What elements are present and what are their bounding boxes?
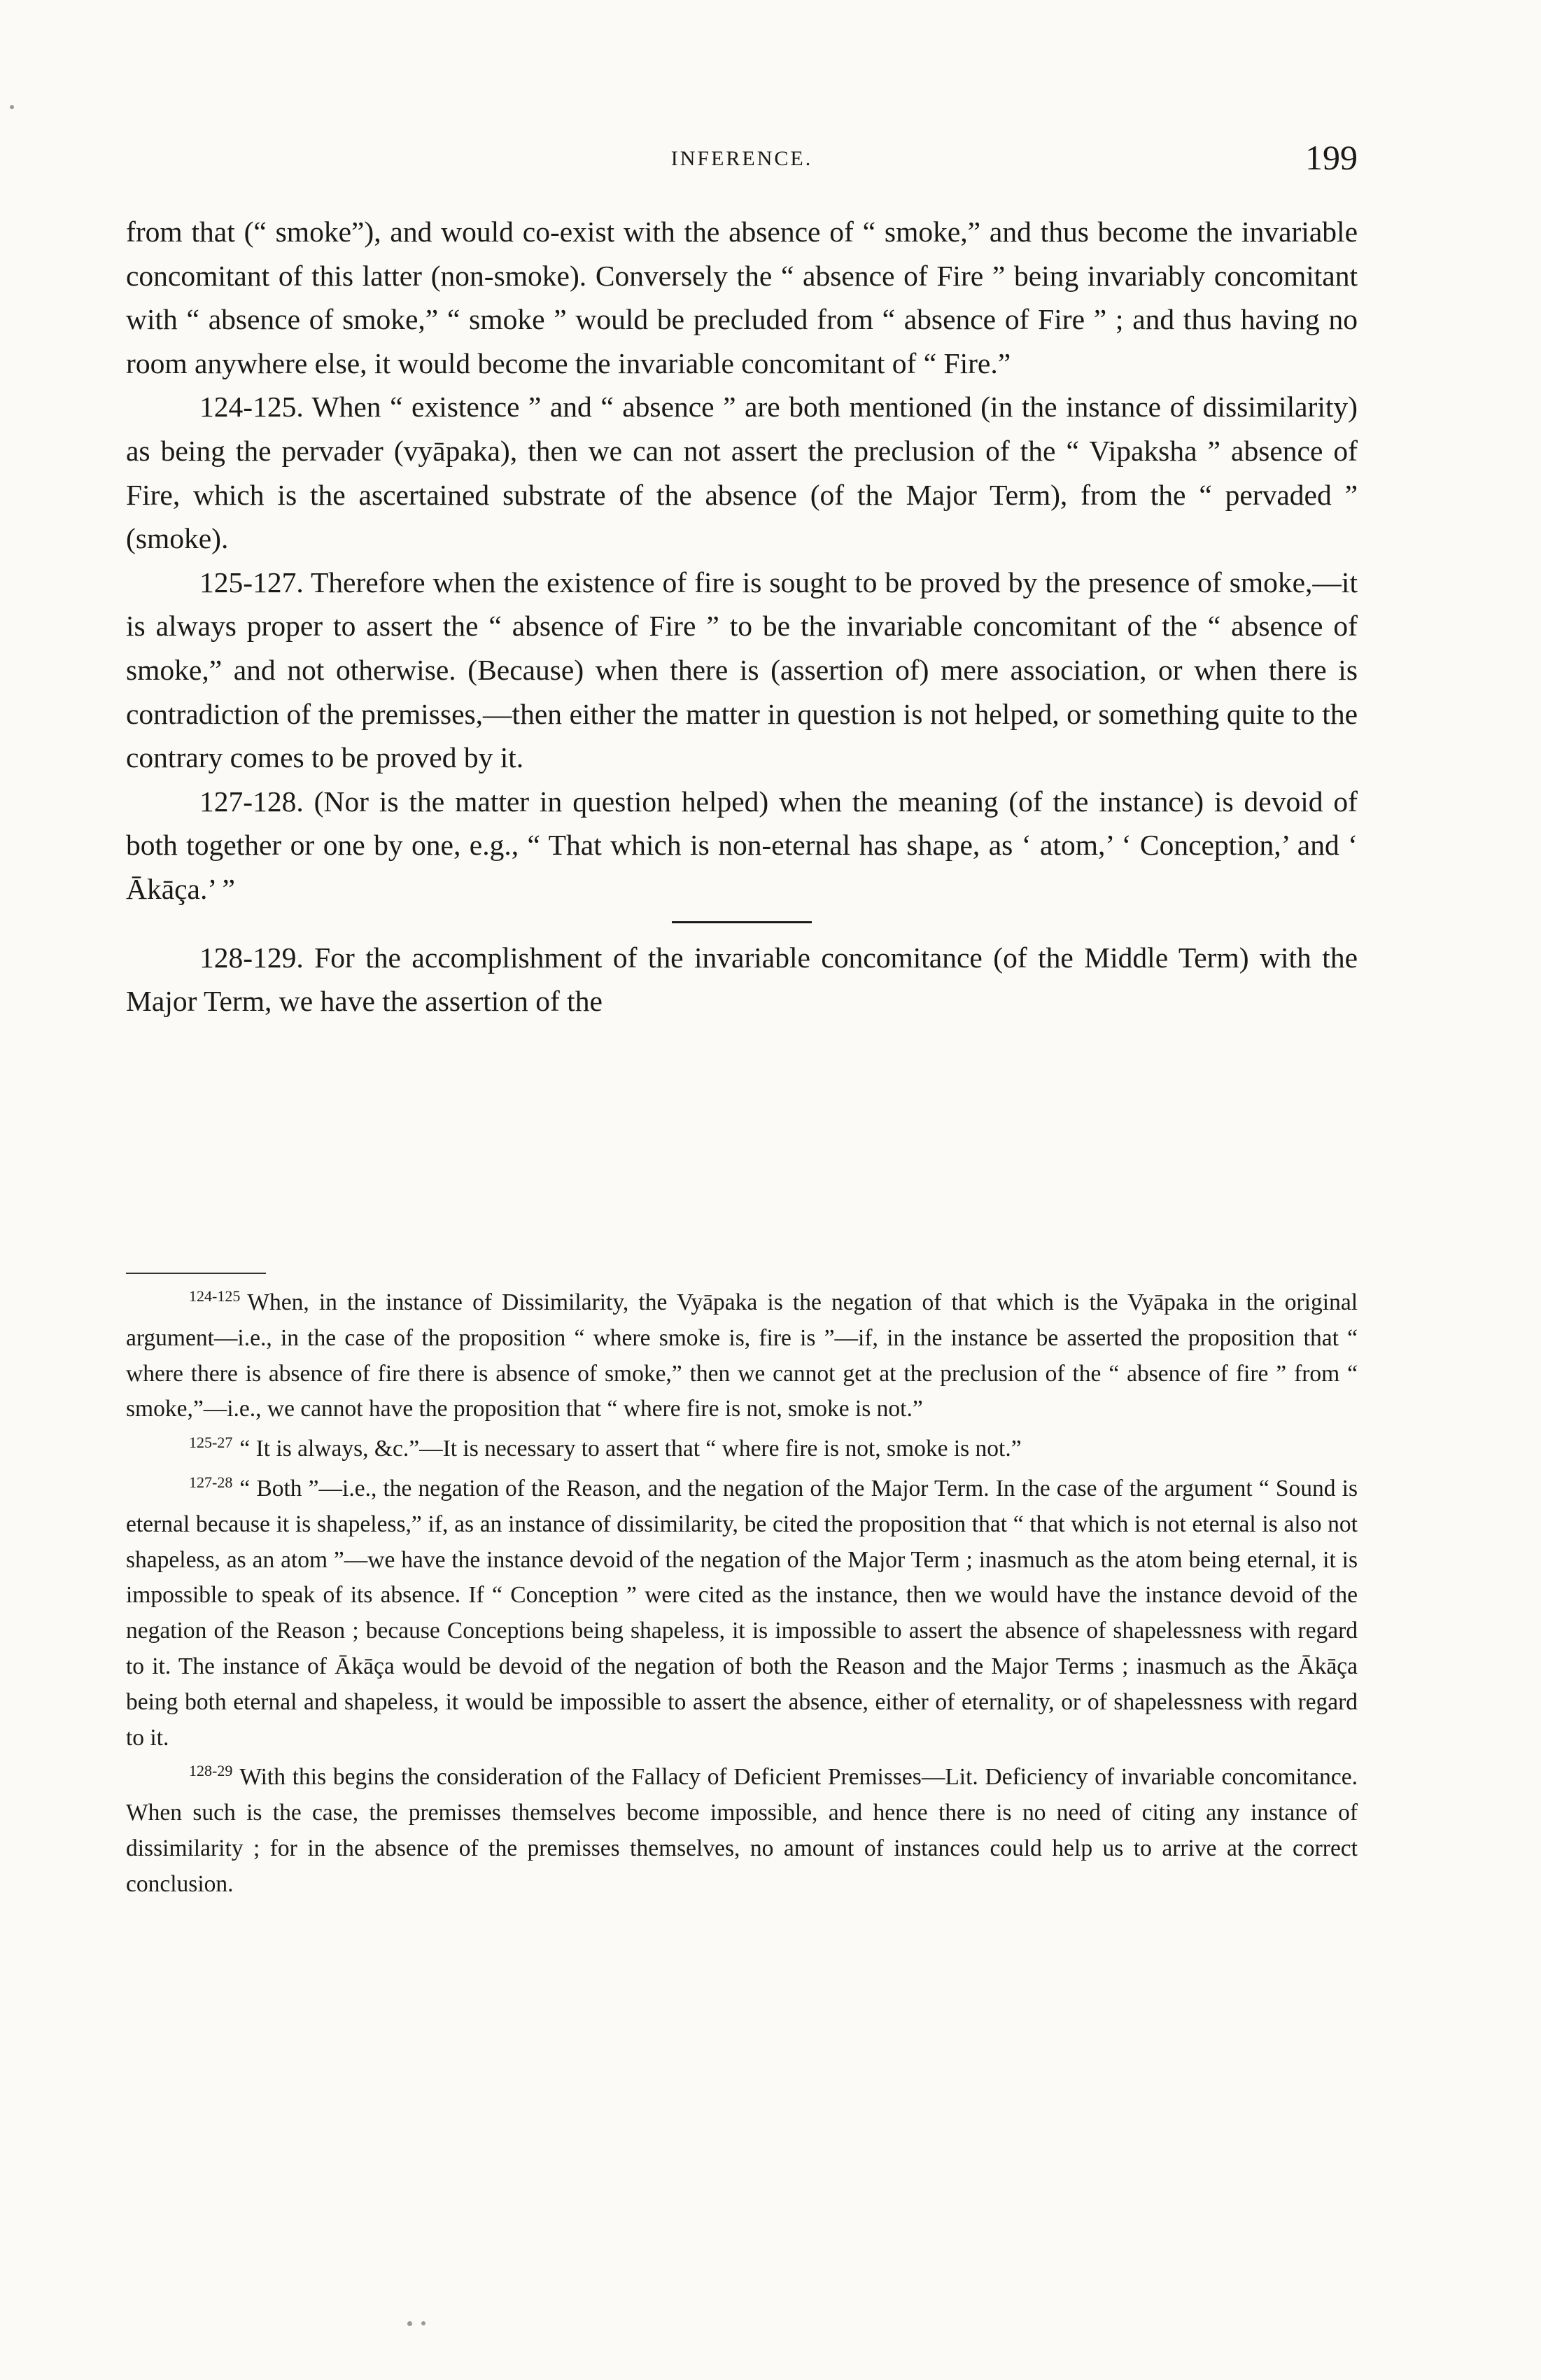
paragraph-125-127: 125-127. Therefore when the existence of fire is sought to be proved by the presence of smoke,—it is always proper to assert the “ absence of Fire ” to be the invariable concomitant of the “ absence of smoke,” and not otherwise. (Because) when there is (assertion of) mere association, or when there is contradiction of the premisses,—then either the matter in question is not helped, or something quite to the contrary comes to be proved by it. [126, 566, 1358, 774]
scan-speck [407, 2321, 412, 2326]
scan-speck [10, 105, 14, 109]
footnote-divider [126, 1273, 266, 1274]
footnotes [126, 1285, 1358, 1907]
paragraph-128-129: 128-129. For the accomplishment of the invariable concomitance (of the Middle Term) with the Major Term, we have the assertion of the [126, 941, 1358, 1018]
paragraph-127-128: 127-128. (Nor is the matter in question helped) when the meaning (of the instance) is devoid of both together or one by one, e.g., “ That which is non-eternal has shape, as ‘ atom,’ ‘ Conception,’ and ‘ Ākāça.’ ” [126, 785, 1358, 905]
footnote-ref: 128-29 [189, 1762, 233, 1780]
footnote [126, 1760, 1358, 1902]
footnote-ref: 124-125 [189, 1287, 241, 1305]
footnote-ref: 127-28 [189, 1473, 233, 1491]
scan-speck [421, 2321, 425, 2325]
page-number: 199 [1305, 138, 1358, 177]
footnote-text: With this begins the consideration of the Fallacy of Deficient Premisses—Lit. Deficiency of invariable concomitance. When such is the case, the premisses themselves become impossible, and hence there is no need of citing any instance of dissimilarity ; for in the absence of the premisses themselves, no amount of instances could help us to arrive at the correct conclusion. [126, 1764, 1358, 1897]
footnote-ref: 125-27 [189, 1434, 233, 1452]
running-head: INFERENCE. [670, 147, 813, 170]
footnote [126, 1285, 1358, 1427]
paragraph-continuation: from that (“ smoke”), and would co-exist with the absence of “ smoke,” and thus become the invariable concomitant of this latter (non-smoke). Conversely the “ absence of Fire ” being invariably concomitant with “ absence of smoke,” “ smoke ” would be precluded from “ absence of Fire ” ; and thus having no room anywhere else, it would become the invariable concomitant of “ Fire.” [126, 216, 1358, 379]
footnote-text: “ It is always, &c.”—It is necessary to assert that “ where fire is not, smoke is not.” [239, 1436, 1022, 1462]
main-text [126, 210, 1358, 1023]
footnote-text: “ Both ”—i.e., the negation of the Reason, and the negation of the Major Term. In the case of the argument “ Sound is eternal because it is shapeless,” if, as an instance of dissimilarity, be cited the proposition that “ that which is not eternal is also not shapeless, as an atom ”—we have the instance devoid of the negation of the Major Term ; inasmuch as the atom being eternal, it is impossible to speak of its absence. If “ Conception ” were cited as the instance, then we would have the instance devoid of the negation of the Reason ; because Conceptions being shapeless, it is impossible to assert the absence of shapelessness with regard to it. The instance of Ākāça would be devoid of the negation of both the Reason and the Major Terms ; inasmuch as the Ākāça being both eternal and shapeless, it would be impossible to assert the absence, either of eternality, or of shapelessness with regard to it. [126, 1475, 1358, 1751]
footnote [126, 1432, 1358, 1467]
section-divider [672, 921, 812, 923]
page-header [126, 137, 1358, 186]
footnote-text: When, in the instance of Dissimilarity, the Vyāpaka is the negation of that which is the Vyāpaka in the original argument—i.e., in the case of the proposition “ where smoke is, fire is ”—if, in the instance be asserted the proposition that “ where there is absence of fire there is absence of smoke,” then we cannot get at the preclusion of the “ absence of fire ” from “ smoke,”—i.e., we cannot have the proposition that “ where fire is not, smoke is not.” [126, 1289, 1358, 1422]
paragraph-124-125: 124-125. When “ existence ” and “ absence ” are both mentioned (in the instance of dissimilarity) as being the pervader (vyāpaka), then we can not assert the preclusion of the “ Vipaksha ” absence of Fire, which is the ascertained substrate of the absence (of the Major Term), from the “ pervaded ” (smoke). [126, 391, 1358, 555]
footnote [126, 1471, 1358, 1756]
